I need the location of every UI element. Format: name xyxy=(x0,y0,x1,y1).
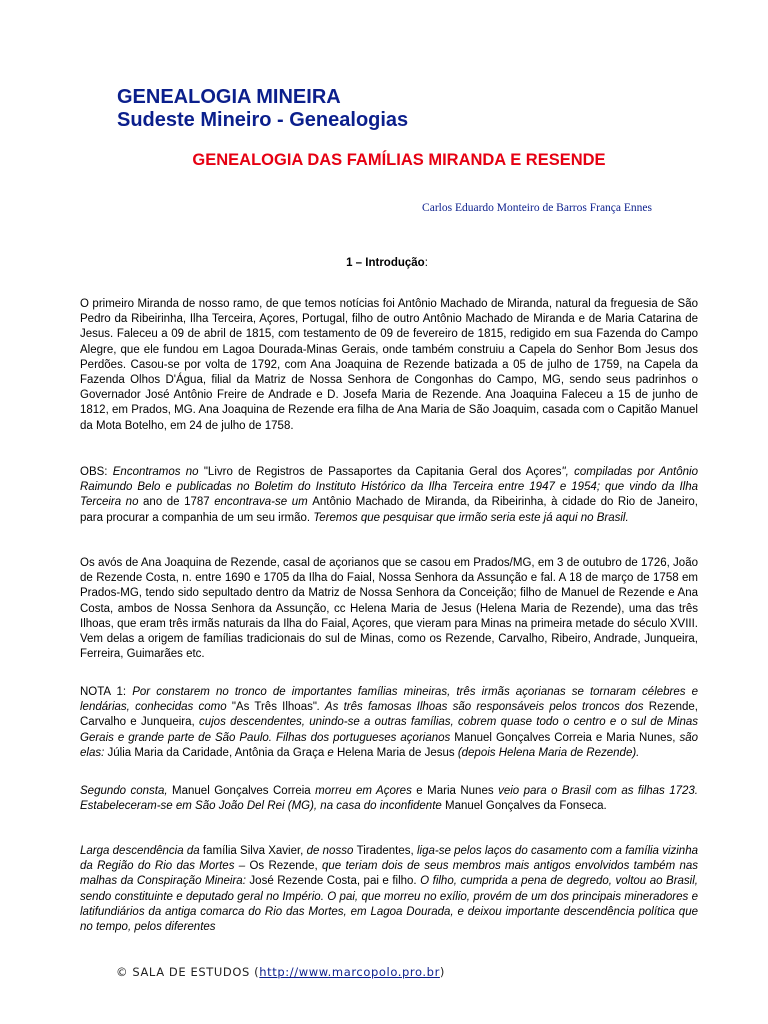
footer-website-link[interactable]: http://www.marcopolo.pro.br xyxy=(259,965,440,979)
paragraph-3: Os avós de Ana Joaquina de Rezende, casal de açorianos que se casou em Prados/MG, em 3 de outubro de 1726, João de Rezende Costa, n. entre 1690 e 1705 da Ilha do Faial, Nossa Senhora da Assunção e fal. A 18 de março de 1758 em Prados-MG, tendo sido sepultado dentro da Matriz de Nossa Senhora da Conceição; filho de Manuel de Rezende e Ana Costa, ambos de Nossa Senhora da Assunção, cc Helena Maria de Jesus (Helena Maria de Rezende), uma das três Ilhoas, que eram três irmãs naturais da Ilha do Faial, Açores, que vieram para Minas na primeira metade do século XVIII. Vem delas a origem de famílias tradicionais do sul de Minas, como os Rezende, Carvalho, Ribeiro, Andrade, Junqueira, Ferreira, Guimarães etc. xyxy=(80,557,698,661)
section-heading xyxy=(0,257,768,269)
paragraph-5 xyxy=(80,784,698,814)
obs-text: ", compiladas por Antônio Raimundo Belo e publicadas no Boletim do Instituto Histórico da Ilha Terceira entre 1947 e 1954; que vindo da Ilha Terceira no xyxy=(80,466,698,509)
paragraph-text: Os Rezende, xyxy=(249,860,322,873)
nota-text: (depois Helena Maria de Rezende). xyxy=(457,746,640,759)
paragraph-text: José Rezende Costa, pai e filho. xyxy=(249,875,421,888)
obs-text: Teremos que pesquisar que irmão seria este já aqui no Brasil. xyxy=(313,511,629,524)
paragraph-text: família Silva Xavier, xyxy=(202,845,307,857)
nota-text: Rezende, Carvalho e Junqueira, xyxy=(80,701,698,729)
paragraph-text: e Maria Nunes xyxy=(416,785,499,797)
nota-text: Helena Maria de Jesus xyxy=(337,746,458,759)
nota-text: . As três famosas Ilhoas são responsáveis pelos troncos dos xyxy=(316,701,649,714)
nota-text: cujos descendentes, unindo-se a outras famílias, cobrem quase todo o centro e o sul de Minas Gerais e grande parte de São Paulo. Filhas dos portugueses açorianos xyxy=(80,716,698,744)
site-title: GENEALOGIA MINEIRA xyxy=(117,86,341,108)
paragraph-text: Larga descendência da xyxy=(80,845,203,857)
nota-text: Júlia Maria da Caridade, Antônia da Graça xyxy=(107,746,328,759)
obs-year: ano de 1787 xyxy=(143,496,215,509)
paragraph-text: Tiradentes, xyxy=(356,845,417,857)
obs-label: OBS: xyxy=(80,466,113,478)
paragraph-text: de nosso xyxy=(306,845,357,857)
site-subtitle: Sudeste Mineiro - Genealogias xyxy=(117,109,409,131)
section-heading-colon: : xyxy=(424,257,428,269)
paragraph-text: Manuel Gonçalves Correia xyxy=(172,785,316,797)
footer-suffix: ) xyxy=(439,965,446,979)
paragraph-text: O filho, cumprida a pena de degredo, voltou ao Brasil, sendo constituinte e deputado geral no Império. O pai, que morreu no exílio, provém de um dos principais mineradores e latifundiários da antiga comarca do Rio das Mortes, em Lagoa Dourada, e deixou importante descendência política que no tempo, pelos diferentes xyxy=(80,875,698,934)
paragraph-text: veio para o Brasil com as filhas 1723. Estabeleceram-se em São João Del Rei (MG), na casa do inconfidente xyxy=(80,785,698,813)
section-heading-text: 1 – Introdução xyxy=(346,257,425,269)
paragraph-text: que teriam dois de seus membros mais antigos envolvidos também nas malhas da Conspiração Mineira: xyxy=(80,860,698,888)
obs-book-title: "Livro de Registros de Passaportes da Capitania Geral dos Açores xyxy=(203,466,562,478)
obs-text: Antônio Machado de Miranda, da Ribeirinha, à cidade do Rio de Janeiro, para procurar a companhia de um seu irmão. xyxy=(80,496,698,524)
paragraph-text: morreu em Açores xyxy=(315,785,417,797)
paragraph-obs xyxy=(80,465,698,526)
author-name: Carlos Eduardo Monteiro de Barros França Ennes xyxy=(422,202,652,214)
nota-text: Por constarem no tronco de importantes famílias mineiras, três irmãs açorianas se tornaram célebres e lendárias, conhecidas como xyxy=(80,686,698,714)
obs-text: Encontramos no xyxy=(112,466,204,478)
nota-text: "As Três Ilhoas" xyxy=(231,701,317,714)
nota-text: e xyxy=(327,746,337,759)
obs-text: encontrava-se um xyxy=(214,496,313,509)
nota-text: Manuel Gonçalves Correia e Maria Nunes, xyxy=(454,731,680,744)
paragraph-1: O primeiro Miranda de nosso ramo, de que temos notícias foi Antônio Machado de Miranda, natural da freguesia de São Pedro da Ribeirinha, Ilha Terceira, Açores, Portugal, filho de outro Antônio Machado de Miranda e de Maria Catarina de Jesus. Faleceu a 09 de abril de 1815, com testamento de 09 de fevereiro de 1815, redigido em sua Fazenda do Campo Alegre, que ele fundou em Lagoa Dourada-Minas Gerais, onde também construiu a Capela do Senhor Bom Jesus dos Perdões. Casou-se por volta de 1792, com Ana Joaquina de Rezende batizada a 05 de julho de 1759, na Capela da Fazenda Olhos D'Água, filial da Matriz de Nossa Senhora de Congonhas do Campo, MG, sendo seus padrinhos o Governador José Antônio Freire de Andrade e D. Josefa Maria de Rezende. Ana Joaquina Faleceu a 15 de junho de 1812, em Prados, MG. Ana Joaquina de Rezende era filha de Ana Maria de São Joaquim, casada com o Capitão Manuel da Mota Botelho, em 24 de julho de 1758. xyxy=(80,298,698,432)
nota-text: são elas: xyxy=(80,731,698,759)
paragraph-nota-1 xyxy=(80,685,698,761)
paragraph-text: Manuel Gonçalves da Fonseca. xyxy=(445,800,607,813)
document-title: GENEALOGIA DAS FAMÍLIAS MIRANDA E RESENDE xyxy=(192,151,606,169)
paragraph-text: liga-se pelos laços do casamento com a família vizinha da Região do Rio das Mortes – xyxy=(80,845,698,873)
paragraph-6 xyxy=(80,844,698,935)
footer-copyright: © SALA DE ESTUDOS ( xyxy=(116,965,260,979)
paragraph-text: Segundo consta, xyxy=(80,785,173,797)
footer xyxy=(116,965,445,979)
nota-label: NOTA 1: xyxy=(80,686,133,698)
